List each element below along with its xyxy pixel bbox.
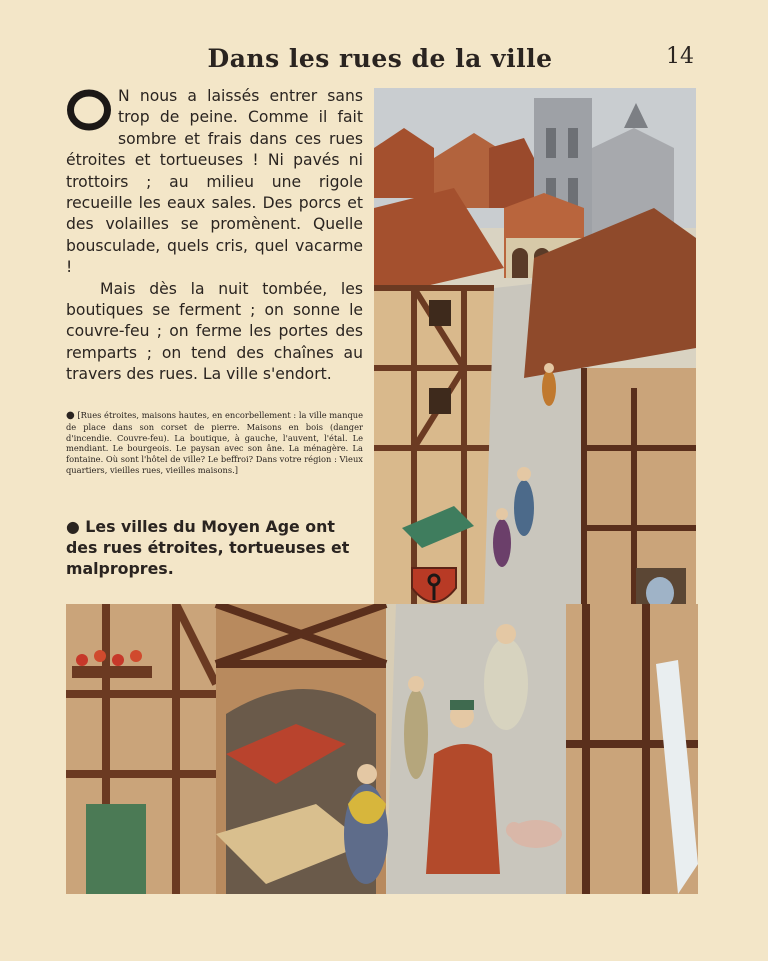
note-text: [Rues étroites, maisons hautes, en encorbellement : la ville manque de place dans son corset de pierre. Maisons en bois (danger d'incendie. Couvre-feu). La boutique, à gauche, l'auvent, l'étal. Le mendiant. Le bourgeois. Le paysan avec son âne. La ménagère. La fontaine. Où sont l'hôtel de ville? Le beffroi? Dans votre région : Vieux quartiers, vieilles rues, vieilles maisons.] [66, 410, 364, 475]
summary-statement [66, 516, 366, 579]
page-number: 14 [666, 44, 694, 69]
paragraph-1: N nous a laissés entrer sans trop de peine. Comme il fait sombre et frais dans ces rues étroites et tortueuses ! Ni pavés ni trottoirs ; au milieu une rigole recueille les eaux sales. Des porcs et des volailles se promènent. Quelle bousculade, quels cris, quel vacarme ! [66, 87, 363, 277]
note-bullet: ● [66, 410, 75, 421]
main-text [66, 86, 363, 386]
summary-bullet: ● [66, 517, 80, 536]
shop-illustration [66, 604, 698, 894]
paragraph-2: Mais dès la nuit tombée, les boutiques se ferment ; on sonne le couvre-feu ; on ferme les portes des remparts ; on tend des chaînes au travers des rues. La ville s'endort. [66, 279, 363, 384]
summary-text: Les villes du Moyen Age ont des rues étroites, tortueuses et malpropres. [66, 517, 350, 578]
street-illustration [374, 88, 696, 608]
teacher-note [66, 410, 363, 476]
page-title: Dans les rues de la ville [207, 44, 553, 73]
drop-cap-o [66, 88, 112, 132]
